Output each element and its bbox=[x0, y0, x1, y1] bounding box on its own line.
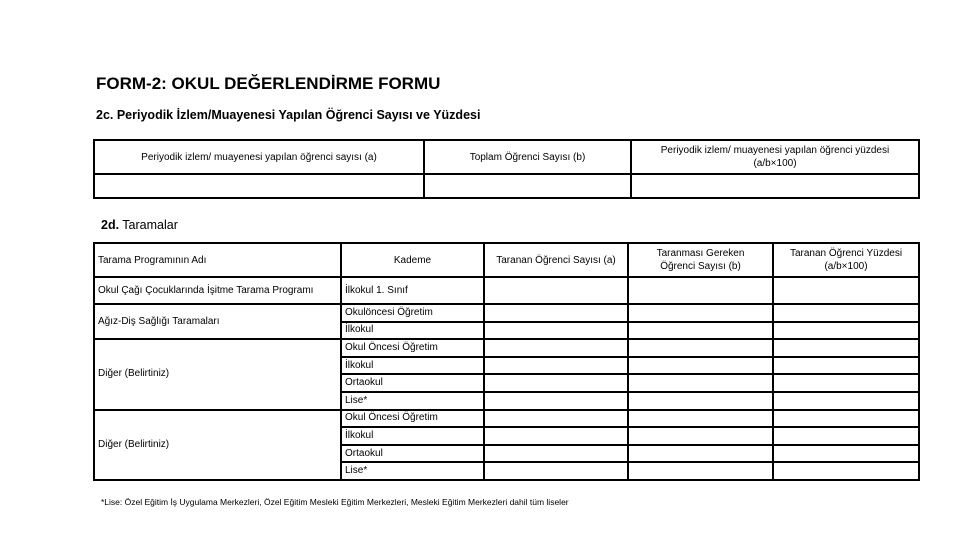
input-cell[interactable] bbox=[94, 174, 424, 198]
input-cell[interactable] bbox=[484, 374, 628, 392]
input-cell[interactable] bbox=[628, 374, 773, 392]
input-cell[interactable] bbox=[773, 357, 919, 375]
input-cell[interactable] bbox=[628, 339, 773, 357]
level-cell: Ortaokul bbox=[341, 374, 484, 392]
header-line: Taranması Gereken bbox=[656, 248, 745, 259]
input-cell[interactable] bbox=[631, 174, 919, 198]
input-cell[interactable] bbox=[773, 445, 919, 463]
table-header-row bbox=[94, 140, 919, 174]
input-cell[interactable] bbox=[628, 462, 773, 480]
input-cell[interactable] bbox=[424, 174, 631, 198]
header-line: (a/b×100) bbox=[824, 261, 868, 272]
level-cell: Okul Öncesi Öğretim bbox=[341, 410, 484, 428]
header-cell: Tarama Programının Adı bbox=[94, 243, 341, 277]
header-cell bbox=[631, 140, 919, 174]
input-cell[interactable] bbox=[628, 392, 773, 410]
input-cell[interactable] bbox=[484, 339, 628, 357]
input-cell[interactable] bbox=[628, 304, 773, 322]
header-cell: Toplam Öğrenci Sayısı (b) bbox=[424, 140, 631, 174]
input-cell[interactable] bbox=[773, 462, 919, 480]
input-cell[interactable] bbox=[484, 322, 628, 340]
input-cell[interactable] bbox=[628, 357, 773, 375]
section-title: Taramalar bbox=[119, 218, 178, 232]
header-cell: Kademe bbox=[341, 243, 484, 277]
level-cell: İlkokul 1. Sınıf bbox=[341, 277, 484, 304]
program-cell: Ağız-Diş Sağlığı Taramaları bbox=[94, 304, 341, 339]
input-cell[interactable] bbox=[484, 392, 628, 410]
input-cell[interactable] bbox=[628, 445, 773, 463]
input-cell[interactable] bbox=[484, 462, 628, 480]
input-cell[interactable] bbox=[484, 277, 628, 304]
header-line: Taranan Öğrenci Yüzdesi bbox=[789, 248, 903, 259]
input-cell[interactable] bbox=[773, 410, 919, 428]
program-cell: Okul Çağı Çocuklarında İşitme Tarama Programı bbox=[94, 277, 341, 304]
screenings-table bbox=[93, 242, 920, 481]
table-row bbox=[94, 339, 919, 357]
input-cell[interactable] bbox=[773, 322, 919, 340]
input-cell[interactable] bbox=[484, 410, 628, 428]
section-2d-heading bbox=[101, 218, 178, 232]
input-cell[interactable] bbox=[773, 427, 919, 445]
level-cell: Ortaokul bbox=[341, 445, 484, 463]
input-cell[interactable] bbox=[484, 445, 628, 463]
level-cell: İlkokul bbox=[341, 322, 484, 340]
program-cell: Diğer (Belirtiniz) bbox=[94, 410, 341, 480]
input-cell[interactable] bbox=[628, 410, 773, 428]
periodic-exam-table bbox=[93, 139, 920, 199]
input-cell[interactable] bbox=[628, 322, 773, 340]
input-cell[interactable] bbox=[773, 304, 919, 322]
page-title: FORM-2: OKUL DEĞERLENDİRME FORMU bbox=[96, 74, 441, 93]
input-cell[interactable] bbox=[773, 339, 919, 357]
input-cell[interactable] bbox=[484, 357, 628, 375]
header-cell: Periyodik izlem/ muayenesi yapılan öğrenci sayısı (a) bbox=[94, 140, 424, 174]
header-line: Öğrenci Sayısı (b) bbox=[660, 261, 741, 272]
footnote: *Lise: Özel Eğitim İş Uygulama Merkezleri, Özel Eğitim Mesleki Eğitim Merkezleri, Mesleki Eğitim Merkezleri dahil tüm liseler bbox=[101, 497, 569, 507]
header-cell bbox=[628, 243, 773, 277]
table-row bbox=[94, 277, 919, 304]
table-row bbox=[94, 410, 919, 428]
section-number: 2d. bbox=[101, 218, 120, 232]
level-cell: Lise* bbox=[341, 462, 484, 480]
input-cell[interactable] bbox=[773, 392, 919, 410]
input-cell[interactable] bbox=[773, 374, 919, 392]
header-cell: Taranan Öğrenci Sayısı (a) bbox=[484, 243, 628, 277]
header-line: Periyodik izlem/ muayenesi yapılan öğrenci yüzdesi bbox=[660, 145, 890, 156]
level-cell: Lise* bbox=[341, 392, 484, 410]
section-2c-heading: 2c. Periyodik İzlem/Muayenesi Yapılan Öğrenci Sayısı ve Yüzdesi bbox=[96, 108, 481, 122]
table-row bbox=[94, 304, 919, 322]
level-cell: Okulöncesi Öğretim bbox=[341, 304, 484, 322]
table-header-row bbox=[94, 243, 919, 277]
header-line: (a/b×100) bbox=[753, 158, 797, 169]
input-cell[interactable] bbox=[628, 277, 773, 304]
level-cell: Okul Öncesi Öğretim bbox=[341, 339, 484, 357]
program-cell: Diğer (Belirtiniz) bbox=[94, 339, 341, 409]
level-cell: İlkokul bbox=[341, 357, 484, 375]
header-cell bbox=[773, 243, 919, 277]
table-row bbox=[94, 174, 919, 198]
input-cell[interactable] bbox=[484, 427, 628, 445]
input-cell[interactable] bbox=[628, 427, 773, 445]
input-cell[interactable] bbox=[484, 304, 628, 322]
input-cell[interactable] bbox=[773, 277, 919, 304]
level-cell: İlkokul bbox=[341, 427, 484, 445]
